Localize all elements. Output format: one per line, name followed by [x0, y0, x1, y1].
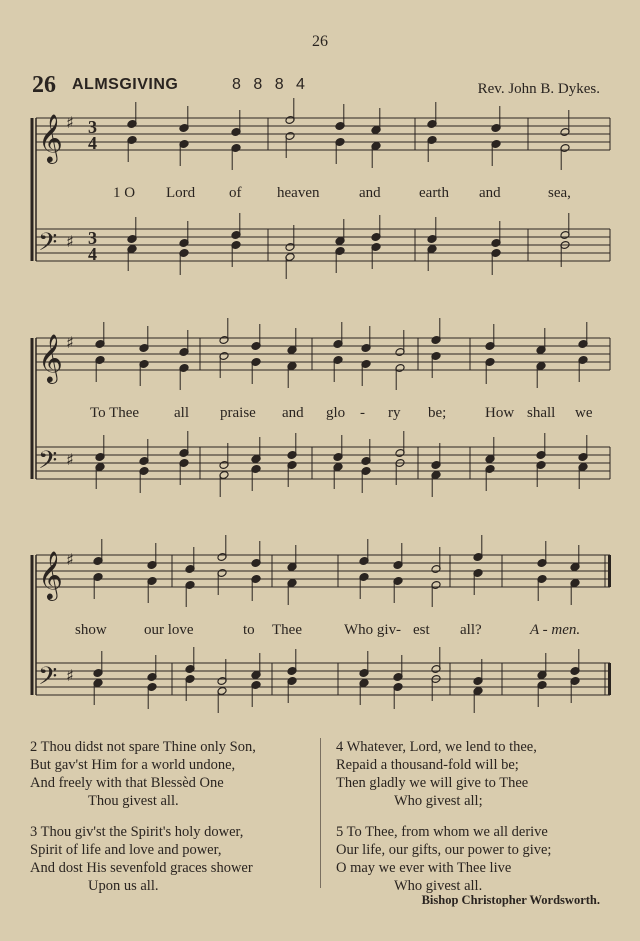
treble-clef: 𝄞 [38, 550, 63, 599]
treble-clef: 𝄞 [38, 113, 63, 162]
hymn-number: 26 [32, 72, 56, 98]
verse-line: Our life, our gifts, our power to give; [336, 842, 552, 858]
lyric-syllable: all [174, 405, 189, 421]
lyric-syllable: we [575, 405, 593, 421]
lyric-syllable: and [282, 405, 304, 421]
verse-line: 5 To Thee, from whom we all derive [336, 824, 548, 840]
verse-line: Who givest all; [394, 793, 483, 809]
final-barline [608, 555, 611, 587]
lyric-syllable: ry [388, 405, 401, 421]
key-signature-sharp: ♯ [66, 232, 74, 251]
lyric-syllable: show [75, 622, 107, 638]
key-signature-sharp: ♯ [66, 666, 74, 685]
verse-line: Spirit of life and love and power, [30, 842, 222, 858]
lyric-syllable: all? [460, 622, 482, 638]
verse-line: 3 Thou giv'st the Spirit's holy dower, [30, 824, 244, 840]
lyric-syllable: praise [220, 405, 256, 421]
lyric-syllable: earth [419, 185, 449, 201]
lyric-syllable: and [479, 185, 501, 201]
lyric-syllable: Who giv [344, 622, 397, 638]
bass-clef: 𝄢 [38, 662, 58, 697]
lyric-syllable: heaven [277, 185, 320, 201]
verse-divider [320, 738, 321, 888]
verse-line: Then gladly we will give to Thee [336, 775, 529, 791]
time-signature-bottom: 4 [88, 244, 97, 264]
bass-clef: 𝄢 [38, 228, 58, 263]
lyric-syllable: 1 O [113, 185, 136, 201]
lyric-syllable: How [485, 405, 515, 421]
page-number: 26 [312, 33, 328, 50]
composer: Rev. John B. Dykes. [477, 81, 600, 97]
tune-name: ALMSGIVING [72, 76, 179, 93]
verse-line: Upon us all. [88, 878, 159, 894]
time-signature-bottom: 4 [88, 133, 97, 153]
key-signature-sharp: ♯ [66, 550, 74, 569]
verse-2 [30, 738, 256, 810]
verse-line: Repaid a thousand-fold will be; [336, 757, 519, 773]
lyric-syllable: est [413, 622, 430, 638]
verse-line: Who givest all. [394, 878, 483, 894]
key-signature-sharp: ♯ [66, 333, 74, 352]
lyric-syllable: - [360, 405, 365, 421]
verse-line: But gav'st Him for a world undone, [30, 757, 236, 773]
author: Bishop Christopher Wordsworth. [421, 893, 600, 907]
lyric-syllable: of [229, 185, 242, 201]
bass-clef: 𝄢 [38, 446, 58, 481]
verse-line: Thou givest all. [88, 793, 179, 809]
treble-clef: 𝄞 [38, 333, 63, 382]
lyric-syllable: our love [144, 622, 194, 638]
key-signature-sharp: ♯ [66, 450, 74, 469]
lyric-syllable: shall [527, 405, 556, 421]
verse-line: 2 Thou didst not spare Thine only Son, [30, 739, 256, 755]
lyric-syllable: and [359, 185, 381, 201]
lyric-syllable: Thee [272, 622, 302, 638]
verse-4 [336, 738, 537, 810]
lyric-syllable: sea, [548, 185, 571, 201]
verse-5 [336, 823, 551, 895]
key-signature-sharp: ♯ [66, 113, 74, 132]
verse-line: O may we ever with Thee live [336, 860, 512, 876]
time-signature-top: 3 [88, 117, 97, 137]
final-barline [608, 663, 611, 695]
lyric-syllable: glo [326, 405, 346, 421]
amen-lyric: A - men. [530, 622, 581, 638]
time-signature-top: 3 [88, 228, 97, 248]
verse-line: 4 Whatever, Lord, we lend to thee, [336, 739, 537, 755]
verse-3 [30, 823, 253, 895]
verse-line: And freely with that Blessèd One [30, 775, 224, 791]
lyric-syllable: - [396, 622, 401, 638]
lyric-syllable: To Thee [90, 405, 140, 421]
lyric-syllable: be; [428, 405, 447, 421]
lyric-syllable: Lord [166, 185, 196, 201]
lyric-syllable: to [243, 622, 255, 638]
meter: 8 8 8 4 [232, 76, 309, 93]
verse-line: And dost His sevenfold graces shower [30, 860, 253, 876]
